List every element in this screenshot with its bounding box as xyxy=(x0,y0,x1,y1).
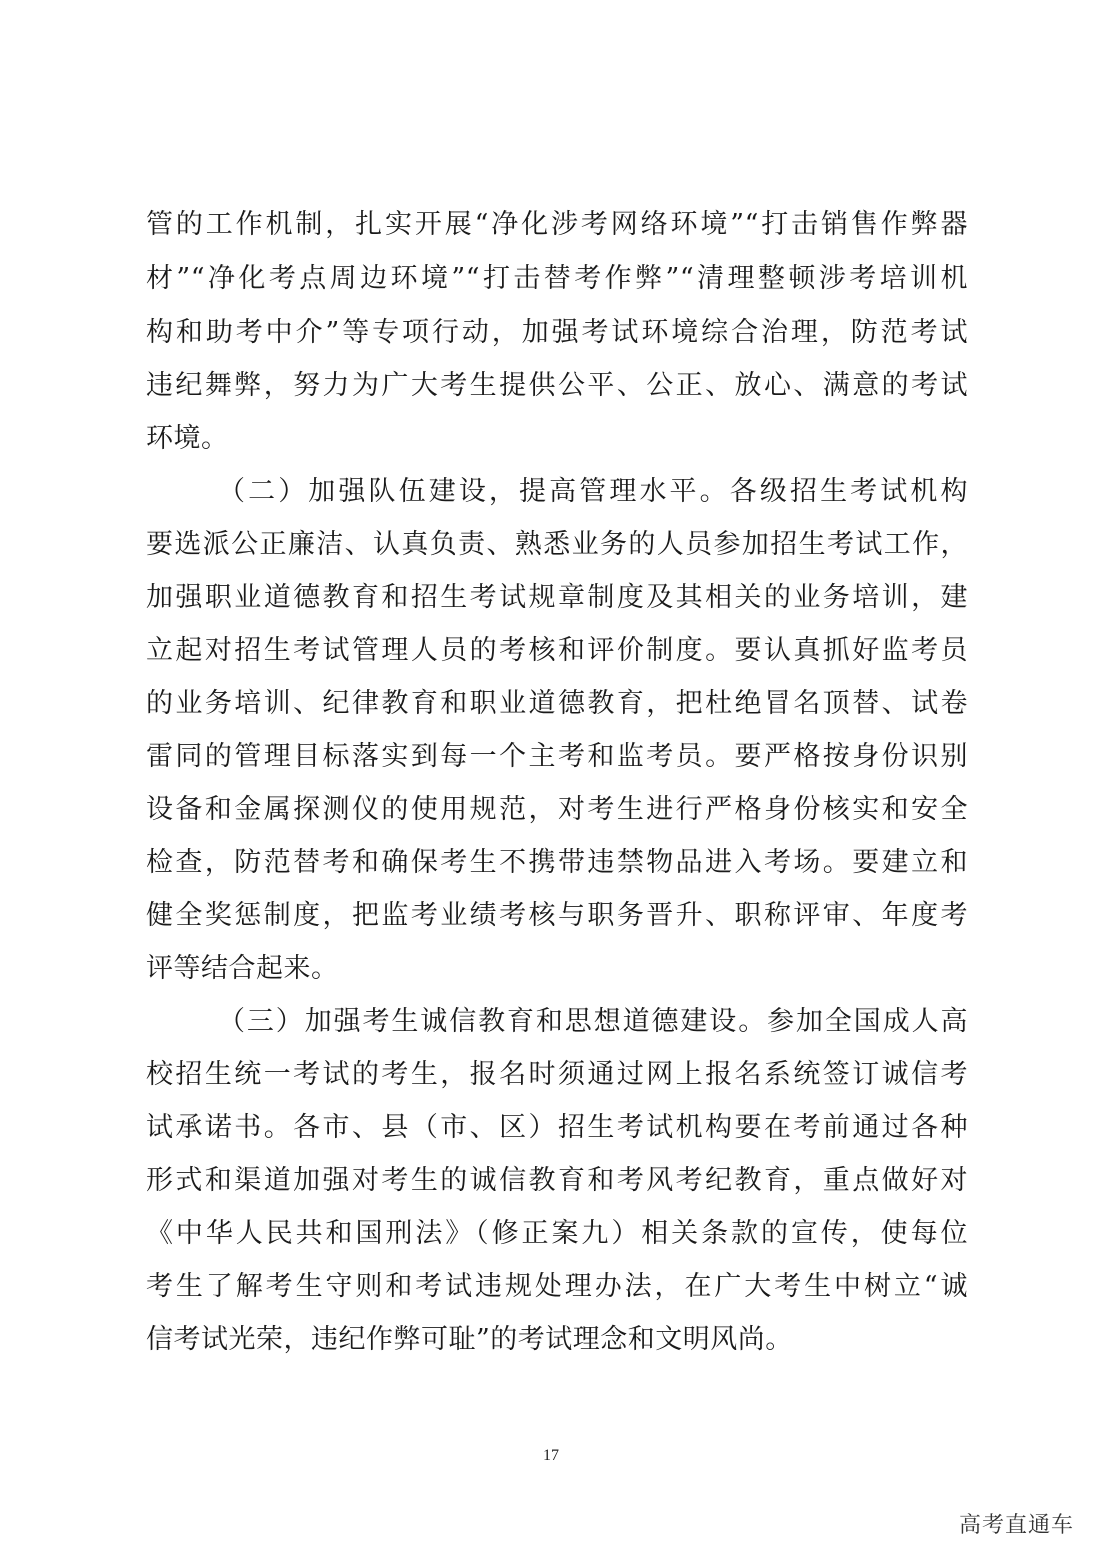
paragraph-3-line-3: 试承诺书。各市、县（市、区）招生考试机构要在考前通过各种 xyxy=(146,1112,968,1143)
paragraph-3-line-6: 考生了解考生守则和考试违规处理办法，在广大考生中树立“诚 xyxy=(146,1271,968,1302)
paragraph-2-line-9: 健全奖惩制度，把监考业绩考核与职务晋升、职称评审、年度考 xyxy=(146,900,968,931)
page-number: 17 xyxy=(543,1447,559,1464)
paragraph-2-line-5: 的业务培训、纪律教育和职业道德教育，把杜绝冒名顶替、试卷 xyxy=(146,688,968,719)
paragraph-1-line-5: 环境。 xyxy=(146,423,229,454)
paragraph-2-line-6: 雷同的管理目标落实到每一个主考和监考员。要严格按身份识别 xyxy=(146,741,968,772)
paragraph-1-line-2: 材”“净化考点周边环境”“打击替考作弊”“清理整顿涉考培训机 xyxy=(146,263,968,294)
paragraph-3-line-5: 《中华人民共和国刑法》（修正案九）相关条款的宣传，使每位 xyxy=(146,1218,968,1249)
paragraph-1-line-1: 管的工作机制，扎实开展“净化涉考网络环境”“打击销售作弊器 xyxy=(146,209,968,240)
paragraph-2-line-1: （二）加强队伍建设，提高管理水平。各级招生考试机构 xyxy=(218,476,968,507)
paragraph-3-line-1: （三）加强考生诚信教育和思想道德建设。参加全国成人高 xyxy=(218,1006,968,1037)
paragraph-1-line-3: 构和助考中介”等专项行动，加强考试环境综合治理，防范考试 xyxy=(146,317,968,348)
paragraph-3-line-7: 信考试光荣，违纪作弊可耻”的考试理念和文明风尚。 xyxy=(146,1324,793,1355)
watermark-text: 高考直通车 xyxy=(958,1513,1074,1538)
paragraph-3-line-2: 校招生统一考试的考生，报名时须通过网上报名系统签订诚信考 xyxy=(146,1059,968,1090)
paragraph-2-line-4: 立起对招生考试管理人员的考核和评价制度。要认真抓好监考员 xyxy=(146,635,968,666)
paragraph-2-line-7: 设备和金属探测仪的使用规范，对考生进行严格身份核实和安全 xyxy=(146,794,968,825)
paragraph-1-line-4: 违纪舞弊，努力为广大考生提供公平、公正、放心、满意的考试 xyxy=(146,370,968,401)
paragraph-2-line-10: 评等结合起来。 xyxy=(146,953,339,984)
paragraph-2-line-3: 加强职业道德教育和招生考试规章制度及其相关的业务培训，建 xyxy=(146,582,968,613)
paragraph-2-line-2: 要选派公正廉洁、认真负责、熟悉业务的人员参加招生考试工作， xyxy=(146,529,968,560)
paragraph-2-line-8: 检查，防范替考和确保考生不携带违禁物品进入考场。要建立和 xyxy=(146,847,968,878)
paragraph-3-line-4: 形式和渠道加强对考生的诚信教育和考风考纪教育，重点做好对 xyxy=(146,1165,968,1196)
